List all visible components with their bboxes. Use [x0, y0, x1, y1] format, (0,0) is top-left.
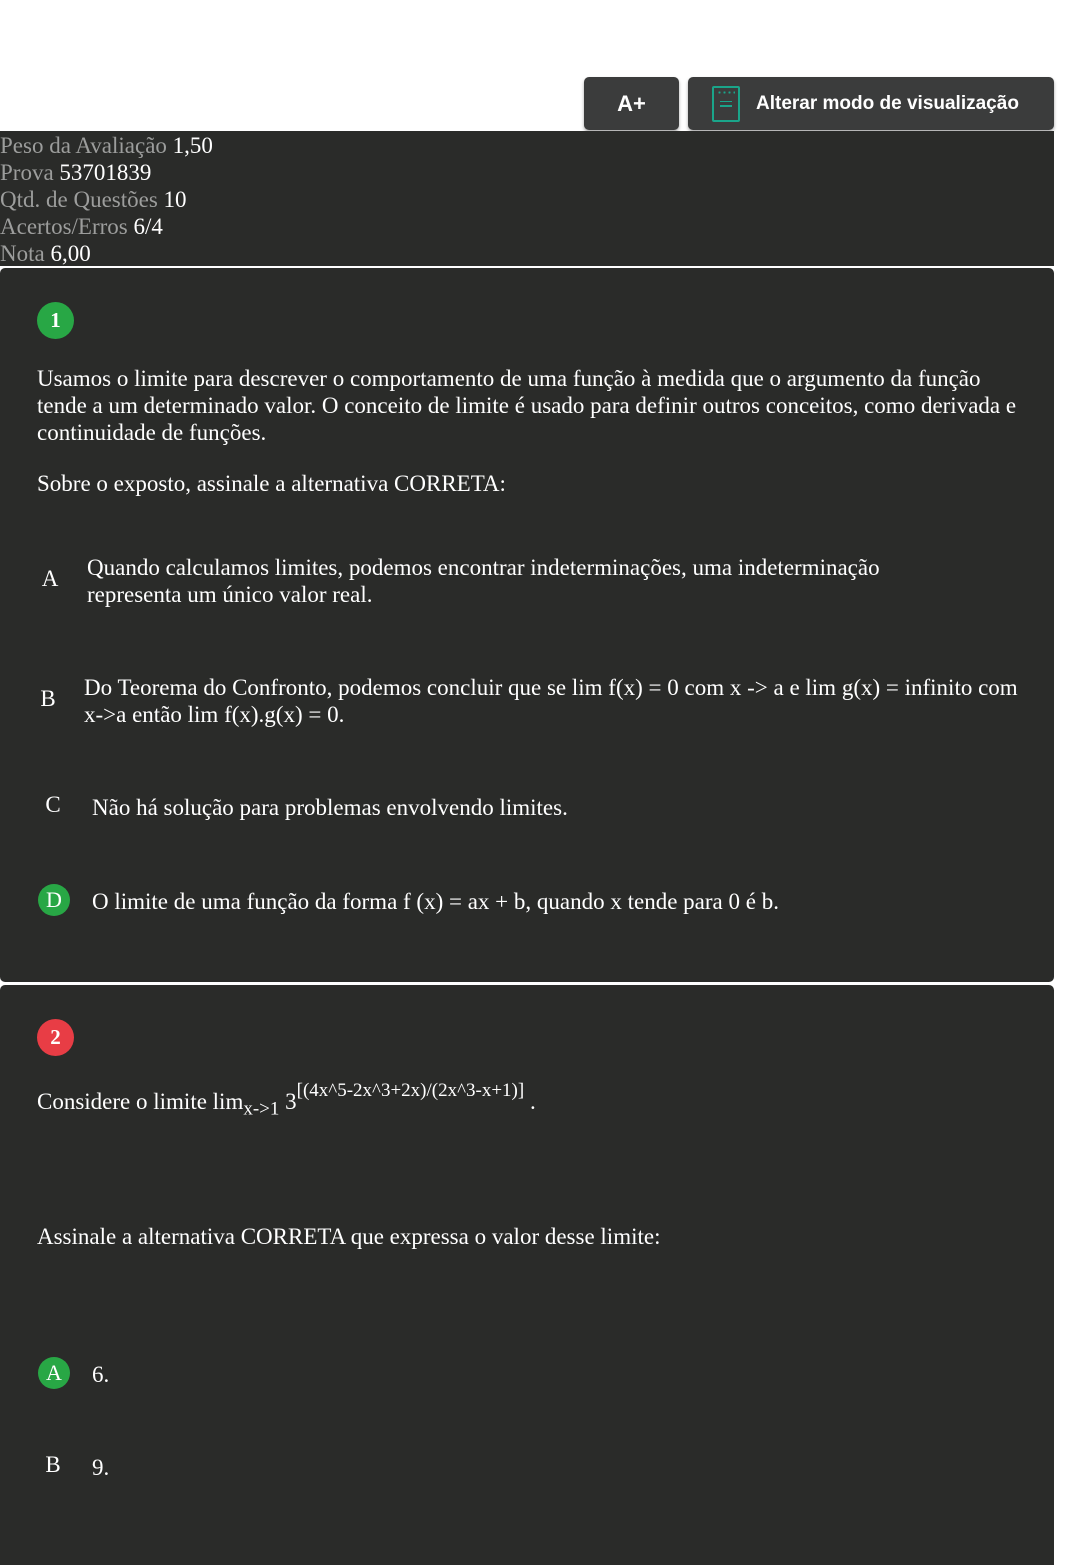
- exam-info-panel: [0, 131, 1054, 266]
- info-row-weight: [0, 132, 1054, 159]
- alternative-text: 9.: [92, 1455, 110, 1480]
- question-card: [0, 985, 1054, 1565]
- info-row-exam: [0, 159, 1054, 186]
- info-row-grade: [0, 240, 1054, 267]
- info-value: 6,00: [50, 241, 91, 266]
- question-number-badge: 1: [37, 302, 74, 339]
- question-prompt: Assinale a alternativa CORRETA que expressa o valor desse limite:: [37, 1224, 661, 1249]
- alternative-letter: C: [45, 792, 61, 817]
- info-label: Peso da Avaliação: [0, 133, 167, 158]
- info-row-hits-misses: [0, 213, 1054, 240]
- change-view-mode-label: Alterar modo de visualização: [756, 92, 1019, 114]
- info-value: 53701839: [59, 160, 152, 185]
- alternative-letter: B: [40, 686, 56, 711]
- statement-prefix: Considere o limite lim: [37, 1089, 244, 1114]
- question-statement: [37, 1080, 1027, 1120]
- alternative-text: O limite de uma função da forma f (x) = ax + b, quando x tende para 0 é b.: [92, 889, 779, 914]
- selected-answer-badge: D: [38, 884, 70, 916]
- alternative-text: Do Teorema do Confronto, podemos concluir que se lim f(x) = 0 com x -> a e lim g(x) = infinito com x->a então lim f(x).g(x) = 0.: [84, 675, 1018, 727]
- alternative-letter: B: [45, 1452, 61, 1477]
- alternative-text: Não há solução para problemas envolvendo limites.: [92, 795, 568, 820]
- font-size-button[interactable]: [584, 77, 679, 130]
- question-prompt: Sobre o exposto, assinale a alternativa CORRETA:: [37, 471, 506, 496]
- question-card: [0, 268, 1054, 982]
- selected-answer-badge: A: [38, 1357, 70, 1389]
- info-label: Prova: [0, 160, 54, 185]
- info-row-question-count: [0, 186, 1054, 213]
- info-value: 10: [163, 187, 187, 212]
- alternative-text: 6.: [92, 1362, 110, 1387]
- document-icon: [712, 86, 740, 122]
- info-value: 1,50: [172, 133, 213, 158]
- alternative-letter: A: [41, 566, 59, 591]
- statement-suffix: .: [524, 1089, 536, 1114]
- info-label: Acertos/Erros: [0, 214, 128, 239]
- exponent: [(4x^5-2x^3+2x)/(2x^3-x+1)]: [296, 1080, 525, 1102]
- info-value: 6/4: [133, 214, 163, 239]
- statement-base: 3: [279, 1089, 297, 1114]
- question-number-badge: 2: [37, 1019, 74, 1056]
- info-label: Qtd. de Questões: [0, 187, 158, 212]
- info-label: Nota: [0, 241, 45, 266]
- font-size-label: A+: [617, 90, 646, 116]
- alternative-text: Quando calculamos limites, podemos encontrar indeterminações, uma indeterminação representa um único valor real.: [87, 555, 880, 607]
- question-statement: Usamos o limite para descrever o comportamento de uma função à medida que o argumento da função tende a um determinado valor. O conceito de limite é usado para definir outros conceitos, como derivada e continuidade de funções.: [37, 366, 1017, 445]
- change-view-mode-button[interactable]: [688, 77, 1054, 130]
- limit-subscript: x->1: [243, 1098, 280, 1120]
